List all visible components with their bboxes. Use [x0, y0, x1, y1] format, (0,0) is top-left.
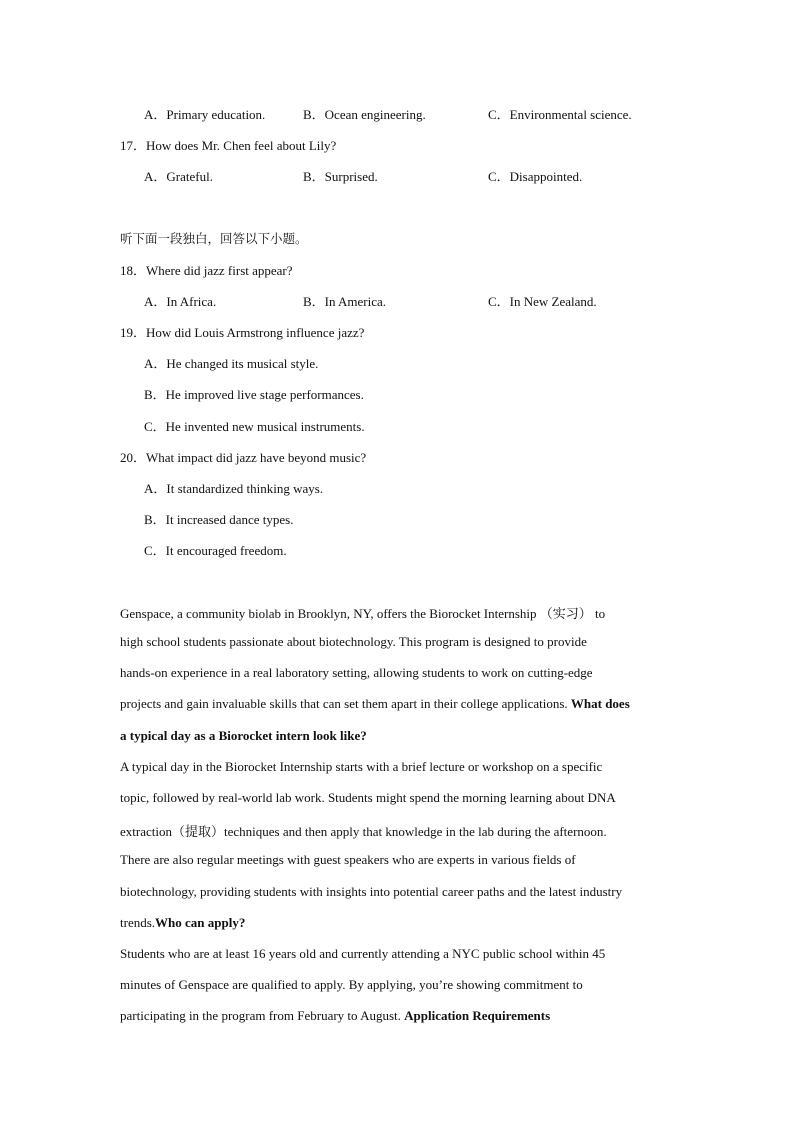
q20-option-c: C．It encouraged freedom.: [144, 543, 287, 558]
passage-line: [120, 915, 245, 931]
section-instruction: 听下面一段独白，回答以下小题。: [120, 231, 308, 246]
passage-line: Students who are at least 16 years old and currently attending a NYC public school within 45: [120, 946, 606, 961]
q18-option-b: B．In America.: [303, 294, 387, 309]
q18-option-c: C．In New Zealand.: [488, 294, 597, 309]
passage-line: hands-on experience in a real laboratory setting, allowing students to work on cutting-edge: [120, 665, 593, 680]
q17-option-c: C．Disappointed.: [488, 169, 583, 184]
q18-question: 18．Where did jazz first appear?: [120, 263, 293, 278]
passage-heading: [120, 728, 367, 744]
passage-line: [120, 696, 630, 712]
q17-question: 17．How does Mr. Chen feel about Lily?: [120, 138, 337, 153]
q19-question: 19．How did Louis Armstrong influence jazz?: [120, 325, 365, 340]
q20-option-b: B．It increased dance types.: [144, 512, 294, 527]
passage-text: trends.: [120, 915, 156, 930]
passage-line: high school students passionate about biotechnology. This program is designed to provide: [120, 634, 587, 649]
q19-option-b: B．He improved live stage performances.: [144, 387, 364, 402]
passage-text: participating in the program from February to August.: [120, 1008, 401, 1023]
q20-question: 20．What impact did jazz have beyond music?: [120, 450, 367, 465]
q16-option-b: B．Ocean engineering.: [303, 107, 426, 122]
q16-option-c: C．Environmental science.: [488, 107, 632, 122]
passage-line: topic, followed by real-world lab work. Students might spend the morning learning about DNA: [120, 790, 616, 805]
q16-option-a: A．Primary education.: [144, 107, 266, 122]
passage-line: Genspace, a community biolab in Brooklyn, NY, offers the Biorocket Internship （实习） to: [120, 606, 606, 621]
q18-option-a: A．In Africa.: [144, 294, 217, 309]
passage-line: A typical day in the Biorocket Internship starts with a brief lecture or workshop on a specific: [120, 759, 603, 774]
passage-heading: What does: [570, 696, 630, 711]
passage-heading-text: a typical day as a Biorocket intern look like?: [120, 728, 367, 743]
passage-line: [120, 1008, 550, 1024]
passage-line: minutes of Genspace are qualified to apply. By applying, you’re showing commitment to: [120, 977, 583, 992]
q19-option-a: A．He changed its musical style.: [144, 356, 319, 371]
passage-text: projects and gain invaluable skills that can set them apart in their college applications.: [120, 696, 568, 711]
q17-option-b: B．Surprised.: [303, 169, 378, 184]
passage-line: There are also regular meetings with guest speakers who are experts in various fields of: [120, 852, 576, 867]
q17-option-a: A．Grateful.: [144, 169, 213, 184]
passage-line: extraction（提取）techniques and then apply that knowledge in the lab during the afternoon.: [120, 824, 607, 839]
passage-heading: Application Requirements: [404, 1008, 551, 1023]
passage-heading: Who can apply?: [155, 915, 246, 930]
q19-option-c: C．He invented new musical instruments.: [144, 419, 365, 434]
passage-line: biotechnology, providing students with insights into potential career paths and the latest industry: [120, 884, 623, 899]
q20-option-a: A．It standardized thinking ways.: [144, 481, 324, 496]
